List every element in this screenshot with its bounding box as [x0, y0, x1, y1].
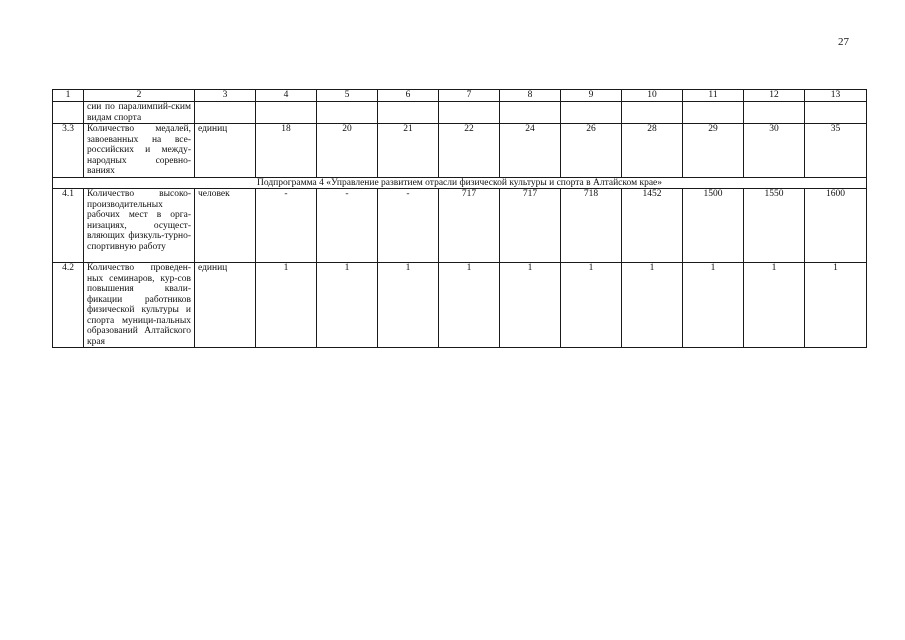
value-cell: [439, 102, 500, 124]
row-number: 4.2: [53, 263, 84, 348]
indicator-name: Количество высоко-производительных рабочих мест в орга-низациях, осущест-вляющих физкуль-турно-спортивную работу: [84, 189, 195, 263]
value-cell: 1452: [622, 189, 683, 263]
value-cell: -: [256, 189, 317, 263]
value-cell: 1: [500, 263, 561, 348]
column-number: 11: [683, 90, 744, 102]
table-header-row: [53, 90, 867, 102]
indicators-table: [52, 89, 867, 348]
value-cell: 22: [439, 124, 500, 178]
value-cell: 1: [683, 263, 744, 348]
value-cell: [805, 102, 867, 124]
unit: [195, 102, 256, 124]
value-cell: 1600: [805, 189, 867, 263]
column-number: 7: [439, 90, 500, 102]
value-cell: 1: [317, 263, 378, 348]
value-cell: [744, 102, 805, 124]
indicator-name: Количество проведен-ных семинаров, кур-сов повышения квали-фикации работников физической культуры и спорта муници-пальных образований Алтайского края: [84, 263, 195, 348]
value-cell: -: [378, 189, 439, 263]
unit: человек: [195, 189, 256, 263]
value-cell: 28: [622, 124, 683, 178]
value-cell: 21: [378, 124, 439, 178]
column-number: 9: [561, 90, 622, 102]
unit: единиц: [195, 263, 256, 348]
row-number: 4.1: [53, 189, 84, 263]
table-row: [53, 102, 867, 124]
value-cell: 1550: [744, 189, 805, 263]
value-cell: [561, 102, 622, 124]
table-row: [53, 263, 867, 348]
value-cell: 29: [683, 124, 744, 178]
value-cell: [683, 102, 744, 124]
subprogram-row: [53, 178, 867, 189]
unit: единиц: [195, 124, 256, 178]
value-cell: 35: [805, 124, 867, 178]
value-cell: -: [317, 189, 378, 263]
value-cell: 1500: [683, 189, 744, 263]
column-number: 12: [744, 90, 805, 102]
column-number: 1: [53, 90, 84, 102]
table-row: [53, 189, 867, 263]
subprogram-title: Подпрограмма 4 «Управление развитием отрасли физической культуры и спорта в Алтайском крае»: [53, 178, 867, 189]
value-cell: [622, 102, 683, 124]
value-cell: 1: [622, 263, 683, 348]
value-cell: 1: [561, 263, 622, 348]
value-cell: [256, 102, 317, 124]
value-cell: [317, 102, 378, 124]
value-cell: 717: [500, 189, 561, 263]
row-number: [53, 102, 84, 124]
column-number: 5: [317, 90, 378, 102]
indicator-name: Количество медалей, завоеванных на все-российских и между-народных соревно-ваниях: [84, 124, 195, 178]
column-number: 8: [500, 90, 561, 102]
column-number: 4: [256, 90, 317, 102]
value-cell: 717: [439, 189, 500, 263]
value-cell: 1: [256, 263, 317, 348]
value-cell: 1: [744, 263, 805, 348]
indicator-name: сии по паралимпий-ским видам спорта: [84, 102, 195, 124]
row-number: 3.3: [53, 124, 84, 178]
column-number: 13: [805, 90, 867, 102]
column-number: 2: [84, 90, 195, 102]
value-cell: 26: [561, 124, 622, 178]
value-cell: 718: [561, 189, 622, 263]
value-cell: 1: [439, 263, 500, 348]
column-number: 10: [622, 90, 683, 102]
value-cell: 1: [805, 263, 867, 348]
value-cell: 30: [744, 124, 805, 178]
table-row: [53, 124, 867, 178]
column-number: 3: [195, 90, 256, 102]
value-cell: 24: [500, 124, 561, 178]
value-cell: 18: [256, 124, 317, 178]
value-cell: [500, 102, 561, 124]
value-cell: 20: [317, 124, 378, 178]
column-number: 6: [378, 90, 439, 102]
page-number: 27: [838, 36, 849, 48]
value-cell: [378, 102, 439, 124]
value-cell: 1: [378, 263, 439, 348]
